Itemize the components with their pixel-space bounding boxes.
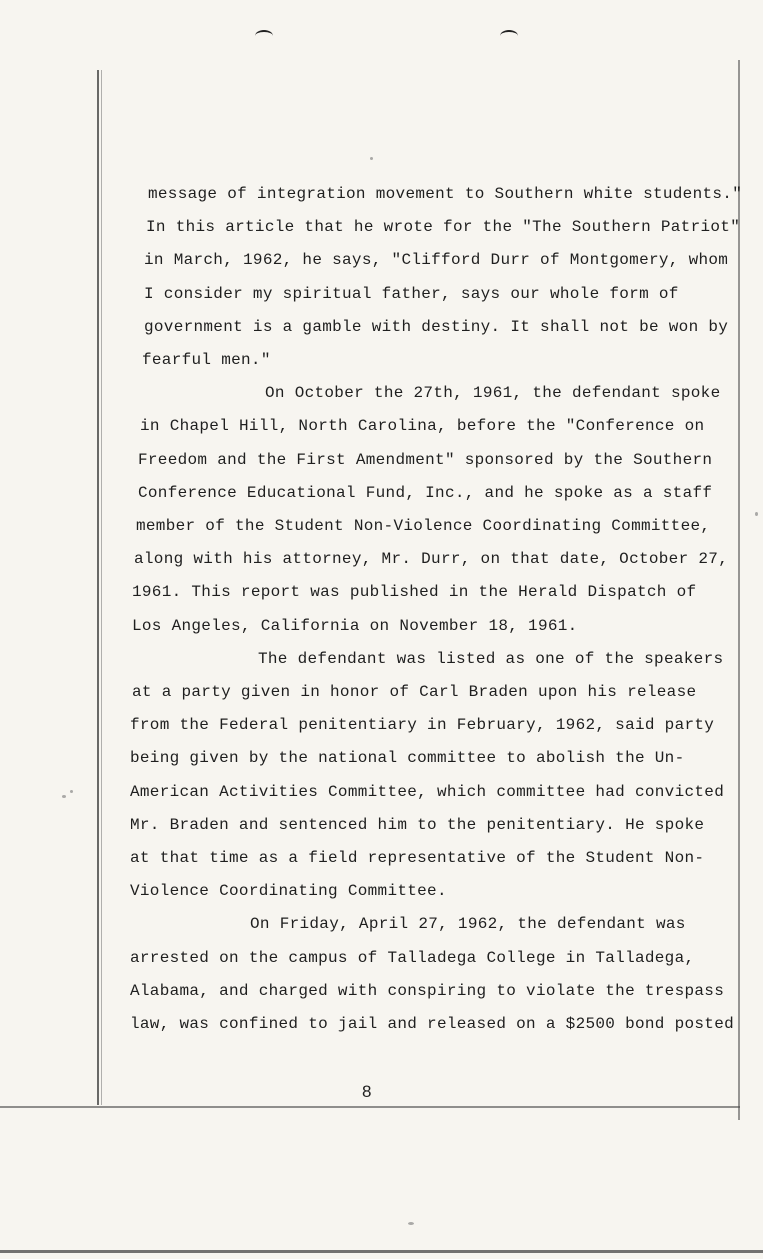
text-line: On Friday, April 27, 1962, the defendant was xyxy=(250,915,686,934)
text-line: being given by the national committee to abolish the Un- xyxy=(130,749,685,768)
text-line: in Chapel Hill, North Carolina, before the "Conference on xyxy=(140,417,705,436)
binder-hole-mark xyxy=(500,30,518,42)
page-number: 8 xyxy=(362,1082,372,1101)
text-line: from the Federal penitentiary in February, 1962, said party xyxy=(130,716,715,735)
text-line: government is a gamble with destiny. It shall not be won by xyxy=(144,317,729,336)
left-margin-rule xyxy=(97,70,99,1105)
text-line: Alabama, and charged with conspiring to violate the trespass xyxy=(130,981,725,1000)
text-line: fearful men." xyxy=(142,351,271,370)
text-line: member of the Student Non-Violence Coordinating Committee, xyxy=(136,517,711,536)
text-line: The defendant was listed as one of the speakers xyxy=(258,649,724,668)
text-line: Los Angeles, California on November 18, 1961. xyxy=(132,616,578,635)
text-line: at a party given in honor of Carl Braden upon his release xyxy=(132,683,697,702)
text-line: On October the 27th, 1961, the defendant spoke xyxy=(265,384,721,403)
text-line: In this article that he wrote for the "The Southern Patriot" xyxy=(146,218,741,237)
bottom-page-rule xyxy=(0,1106,740,1108)
text-line: American Activities Committee, which committee had convicted xyxy=(130,782,725,801)
bottom-page-edge xyxy=(0,1250,763,1253)
binder-hole-mark xyxy=(255,30,273,42)
text-line: Conference Educational Fund, Inc., and he spoke as a staff xyxy=(138,483,713,502)
scan-speck xyxy=(408,1222,414,1225)
text-line: Mr. Braden and sentenced him to the penitentiary. He spoke xyxy=(130,815,705,834)
text-line: message of integration movement to Southern white students." xyxy=(148,185,743,203)
scan-speck xyxy=(62,795,66,798)
text-line: in March, 1962, he says, "Clifford Durr of Montgomery, whom xyxy=(144,251,729,270)
scan-speck xyxy=(755,512,758,516)
text-line: law, was confined to jail and released on a $2500 bond posted xyxy=(130,1015,734,1034)
document-body xyxy=(130,178,743,1041)
text-line: along with his attorney, Mr. Durr, on that date, October 27, xyxy=(134,550,729,569)
text-line: at that time as a field representative of the Student Non- xyxy=(130,849,705,868)
scan-speck xyxy=(70,790,73,793)
text-line: arrested on the campus of Talladega College in Talladega, xyxy=(130,948,695,967)
text-line: Freedom and the First Amendment" sponsored by the Southern xyxy=(138,450,713,469)
scan-speck xyxy=(370,157,373,160)
text-line: I consider my spiritual father, says our whole form of xyxy=(144,284,679,303)
text-line: Violence Coordinating Committee. xyxy=(130,882,447,901)
left-margin-rule-inner xyxy=(101,70,102,1105)
text-line: 1961. This report was published in the Herald Dispatch of xyxy=(132,583,697,602)
